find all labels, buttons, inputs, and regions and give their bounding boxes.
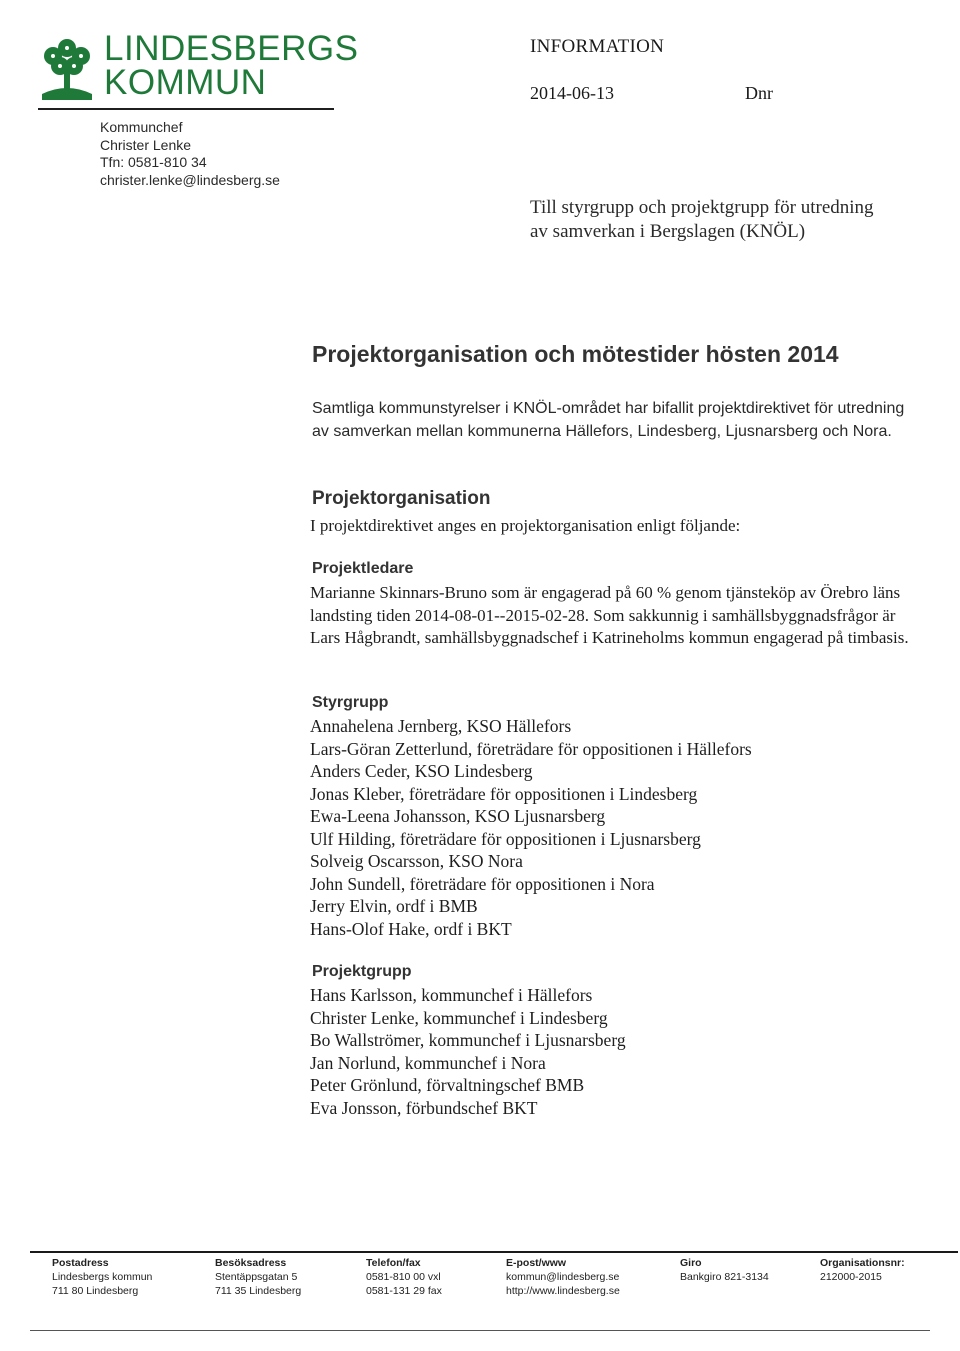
recipient-line-2: av samverkan i Bergslagen (KNÖL) [530,221,806,242]
footer-heading: Giro [680,1257,702,1269]
section-heading-projektledare: Projektledare [312,560,414,577]
list-item: Ewa-Leena Johansson, KSO Ljusnarsberg [310,806,606,826]
section-heading-projektgrupp: Projektgrupp [312,963,412,980]
footer-line: 0581-131 29 fax [366,1285,442,1297]
footer-heading: Organisationsnr: [820,1257,905,1269]
footer-telefon [366,1256,442,1298]
footer-line: 212000-2015 [820,1271,882,1283]
list-item: Jonas Kleber, företrädare för oppositionen i Lindesberg [310,783,698,804]
logo-line-1: LINDESBERGS [104,29,359,68]
footer-line: Bankgiro 821-3134 [680,1271,769,1283]
organisation-text: I projektdirektivet anges en projektorganisation enligt följande: [310,516,741,535]
list-item: Solveig Oscarsson, KSO Nora [310,851,523,871]
logo-line-2: KOMMUN [104,63,267,102]
sender-info [100,119,280,189]
recipient-block [530,196,874,244]
list-item: Ulf Hilding, företrädare för oppositionen i Ljusnarsberg [310,828,701,849]
sender-email[interactable]: christer.lenke@lindesberg.se [100,171,280,188]
intro-paragraph: Samtliga kommunstyrelser i KNÖL-området har bifallit projektdirektivet för utredning av samverkan mellan kommunerna Hällefors, Lindesberg, Ljusnarsberg och Nora. [312,400,905,440]
document-type: INFORMATION [530,36,665,57]
footer-line: Stentäppsgatan 5 [215,1271,298,1283]
footer-organisationsnr [820,1256,905,1284]
footer-email-link[interactable]: kommun@lindesberg.se [506,1271,620,1283]
municipality-logo [38,29,359,105]
styrgrupp-list [310,715,752,940]
list-item: Eva Jonsson, förbundschef BKT [310,1097,538,1118]
footer-line: 711 35 Lindesberg [215,1285,302,1297]
projektgrupp-list [310,984,626,1119]
footer-heading: Postadress [52,1257,109,1269]
list-item: John Sundell, företrädare för oppositionen i Nora [310,873,655,894]
municipal-tree-emblem-icon [38,36,96,102]
document-date: 2014-06-13 [530,83,614,103]
list-item: Peter Grönlund, förvaltningschef BMB [310,1075,585,1095]
list-item: Jan Norlund, kommunchef i Nora [310,1052,546,1073]
list-item: Hans Karlsson, kommunchef i Hällefors [310,985,593,1005]
list-item: Jerry Elvin, ordf i BMB [310,896,478,916]
document-title: Projektorganisation och mötestider hösten 2014 [312,341,839,367]
sender-name: Christer Lenke [100,136,192,153]
logo-divider [38,108,334,110]
list-item: Hans-Olof Hake, ordf i BKT [310,918,512,939]
logo-wordmark [104,29,359,102]
section-heading-organisation: Projektorganisation [312,488,491,509]
list-item: Lars-Göran Zetterlund, företrädare för oppositionen i Hällefors [310,738,752,759]
footer-postadress [52,1256,152,1298]
list-item: Anders Ceder, KSO Lindesberg [310,761,533,781]
projektledare-text: Marianne Skinnars-Bruno som är engagerad på 60 % genom tjänsteköp av Örebro läns landsting tiden 2014-08-01--2015-02-28. Som sakkunnig i samhällsbyggnadsfrågor är Lars Hågbrandt, samhällsbyggnadschef i Katrineholms kommun engagerad på timbasis. [310,583,909,647]
list-item: Annahelena Jernberg, KSO Hällefors [310,716,572,736]
footer-line: 0581-810 00 vxl [366,1271,441,1283]
footer-line: 711 80 Lindesberg [52,1285,139,1297]
footer-heading: Besöksadress [215,1257,287,1269]
recipient-line-1: Till styrgrupp och projektgrupp för utredning [530,197,874,218]
footer-web-link[interactable]: http://www.lindesberg.se [506,1285,620,1297]
footer-heading: E-post/www [506,1257,567,1269]
footer-giro [680,1256,769,1284]
footer-epost [506,1256,620,1298]
footer-besoksadress [215,1256,301,1298]
list-item: Christer Lenke, kommunchef i Lindesberg [310,1007,608,1028]
section-heading-styrgrupp: Styrgrupp [312,694,389,711]
page-bottom-rule [30,1330,930,1331]
footer-line: Lindesbergs kommun [52,1271,153,1283]
sender-role: Kommunchef [100,119,183,135]
footer-divider [30,1251,958,1253]
sender-phone: Tfn: 0581-810 34 [100,154,207,170]
footer-heading: Telefon/fax [366,1257,421,1269]
list-item: Bo Wallströmer, kommunchef i Ljusnarsberg [310,1030,626,1050]
document-dnr-label: Dnr [745,83,773,103]
